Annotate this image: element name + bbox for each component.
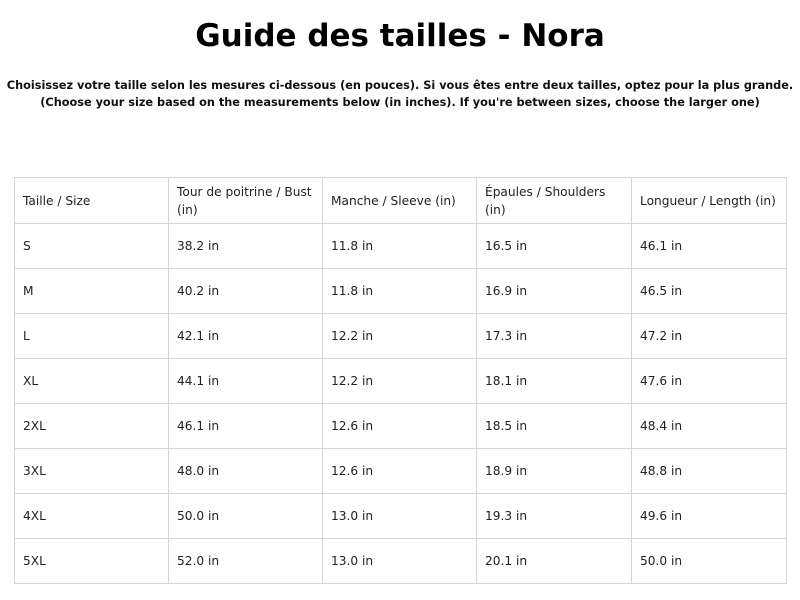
table-row bbox=[15, 449, 787, 494]
table-row bbox=[15, 404, 787, 449]
cell-sleeve: 12.2 in bbox=[323, 359, 477, 404]
cell-size: 3XL bbox=[15, 449, 169, 494]
cell-shoulders: 16.9 in bbox=[477, 269, 632, 314]
cell-size: 5XL bbox=[15, 539, 169, 584]
cell-size: M bbox=[15, 269, 169, 314]
cell-sleeve: 11.8 in bbox=[323, 269, 477, 314]
table-row bbox=[15, 359, 787, 404]
subtitle-french: Choisissez votre taille selon les mesures ci-dessous (en pouces). Si vous êtes entre deux tailles, optez pour la plus grande. bbox=[6, 79, 794, 92]
table-row bbox=[15, 269, 787, 314]
cell-length: 46.5 in bbox=[632, 269, 787, 314]
table-row bbox=[15, 494, 787, 539]
cell-sleeve: 12.2 in bbox=[323, 314, 477, 359]
cell-bust: 44.1 in bbox=[169, 359, 323, 404]
page-title: Guide des tailles - Nora bbox=[195, 18, 605, 54]
cell-shoulders: 17.3 in bbox=[477, 314, 632, 359]
cell-shoulders: 18.9 in bbox=[477, 449, 632, 494]
cell-sleeve: 12.6 in bbox=[323, 404, 477, 449]
table-row bbox=[15, 539, 787, 584]
cell-shoulders: 18.1 in bbox=[477, 359, 632, 404]
page-subtitle bbox=[0, 77, 800, 111]
cell-bust: 46.1 in bbox=[169, 404, 323, 449]
table-row bbox=[15, 314, 787, 359]
cell-length: 46.1 in bbox=[632, 224, 787, 269]
cell-length: 49.6 in bbox=[632, 494, 787, 539]
header-shoulders: Épaules / Shoulders (in) bbox=[477, 178, 632, 224]
cell-size: XL bbox=[15, 359, 169, 404]
cell-bust: 48.0 in bbox=[169, 449, 323, 494]
cell-bust: 38.2 in bbox=[169, 224, 323, 269]
table-row bbox=[15, 224, 787, 269]
cell-size: 4XL bbox=[15, 494, 169, 539]
cell-sleeve: 13.0 in bbox=[323, 494, 477, 539]
cell-shoulders: 18.5 in bbox=[477, 404, 632, 449]
cell-length: 50.0 in bbox=[632, 539, 787, 584]
cell-size: 2XL bbox=[15, 404, 169, 449]
cell-shoulders: 16.5 in bbox=[477, 224, 632, 269]
header-sleeve: Manche / Sleeve (in) bbox=[323, 178, 477, 224]
cell-bust: 42.1 in bbox=[169, 314, 323, 359]
cell-bust: 50.0 in bbox=[169, 494, 323, 539]
cell-bust: 52.0 in bbox=[169, 539, 323, 584]
cell-sleeve: 13.0 in bbox=[323, 539, 477, 584]
cell-size: S bbox=[15, 224, 169, 269]
table-header-row bbox=[15, 178, 787, 224]
cell-size: L bbox=[15, 314, 169, 359]
cell-shoulders: 19.3 in bbox=[477, 494, 632, 539]
cell-length: 48.4 in bbox=[632, 404, 787, 449]
cell-shoulders: 20.1 in bbox=[477, 539, 632, 584]
cell-sleeve: 11.8 in bbox=[323, 224, 477, 269]
header-length: Longueur / Length (in) bbox=[632, 178, 787, 224]
subtitle-english: (Choose your size based on the measurements below (in inches). If you're between sizes, choose the larger one) bbox=[40, 96, 760, 109]
size-chart-table bbox=[14, 177, 787, 584]
cell-length: 48.8 in bbox=[632, 449, 787, 494]
header-bust: Tour de poitrine / Bust (in) bbox=[169, 178, 323, 224]
header-size: Taille / Size bbox=[15, 178, 169, 224]
cell-bust: 40.2 in bbox=[169, 269, 323, 314]
cell-sleeve: 12.6 in bbox=[323, 449, 477, 494]
cell-length: 47.6 in bbox=[632, 359, 787, 404]
cell-length: 47.2 in bbox=[632, 314, 787, 359]
